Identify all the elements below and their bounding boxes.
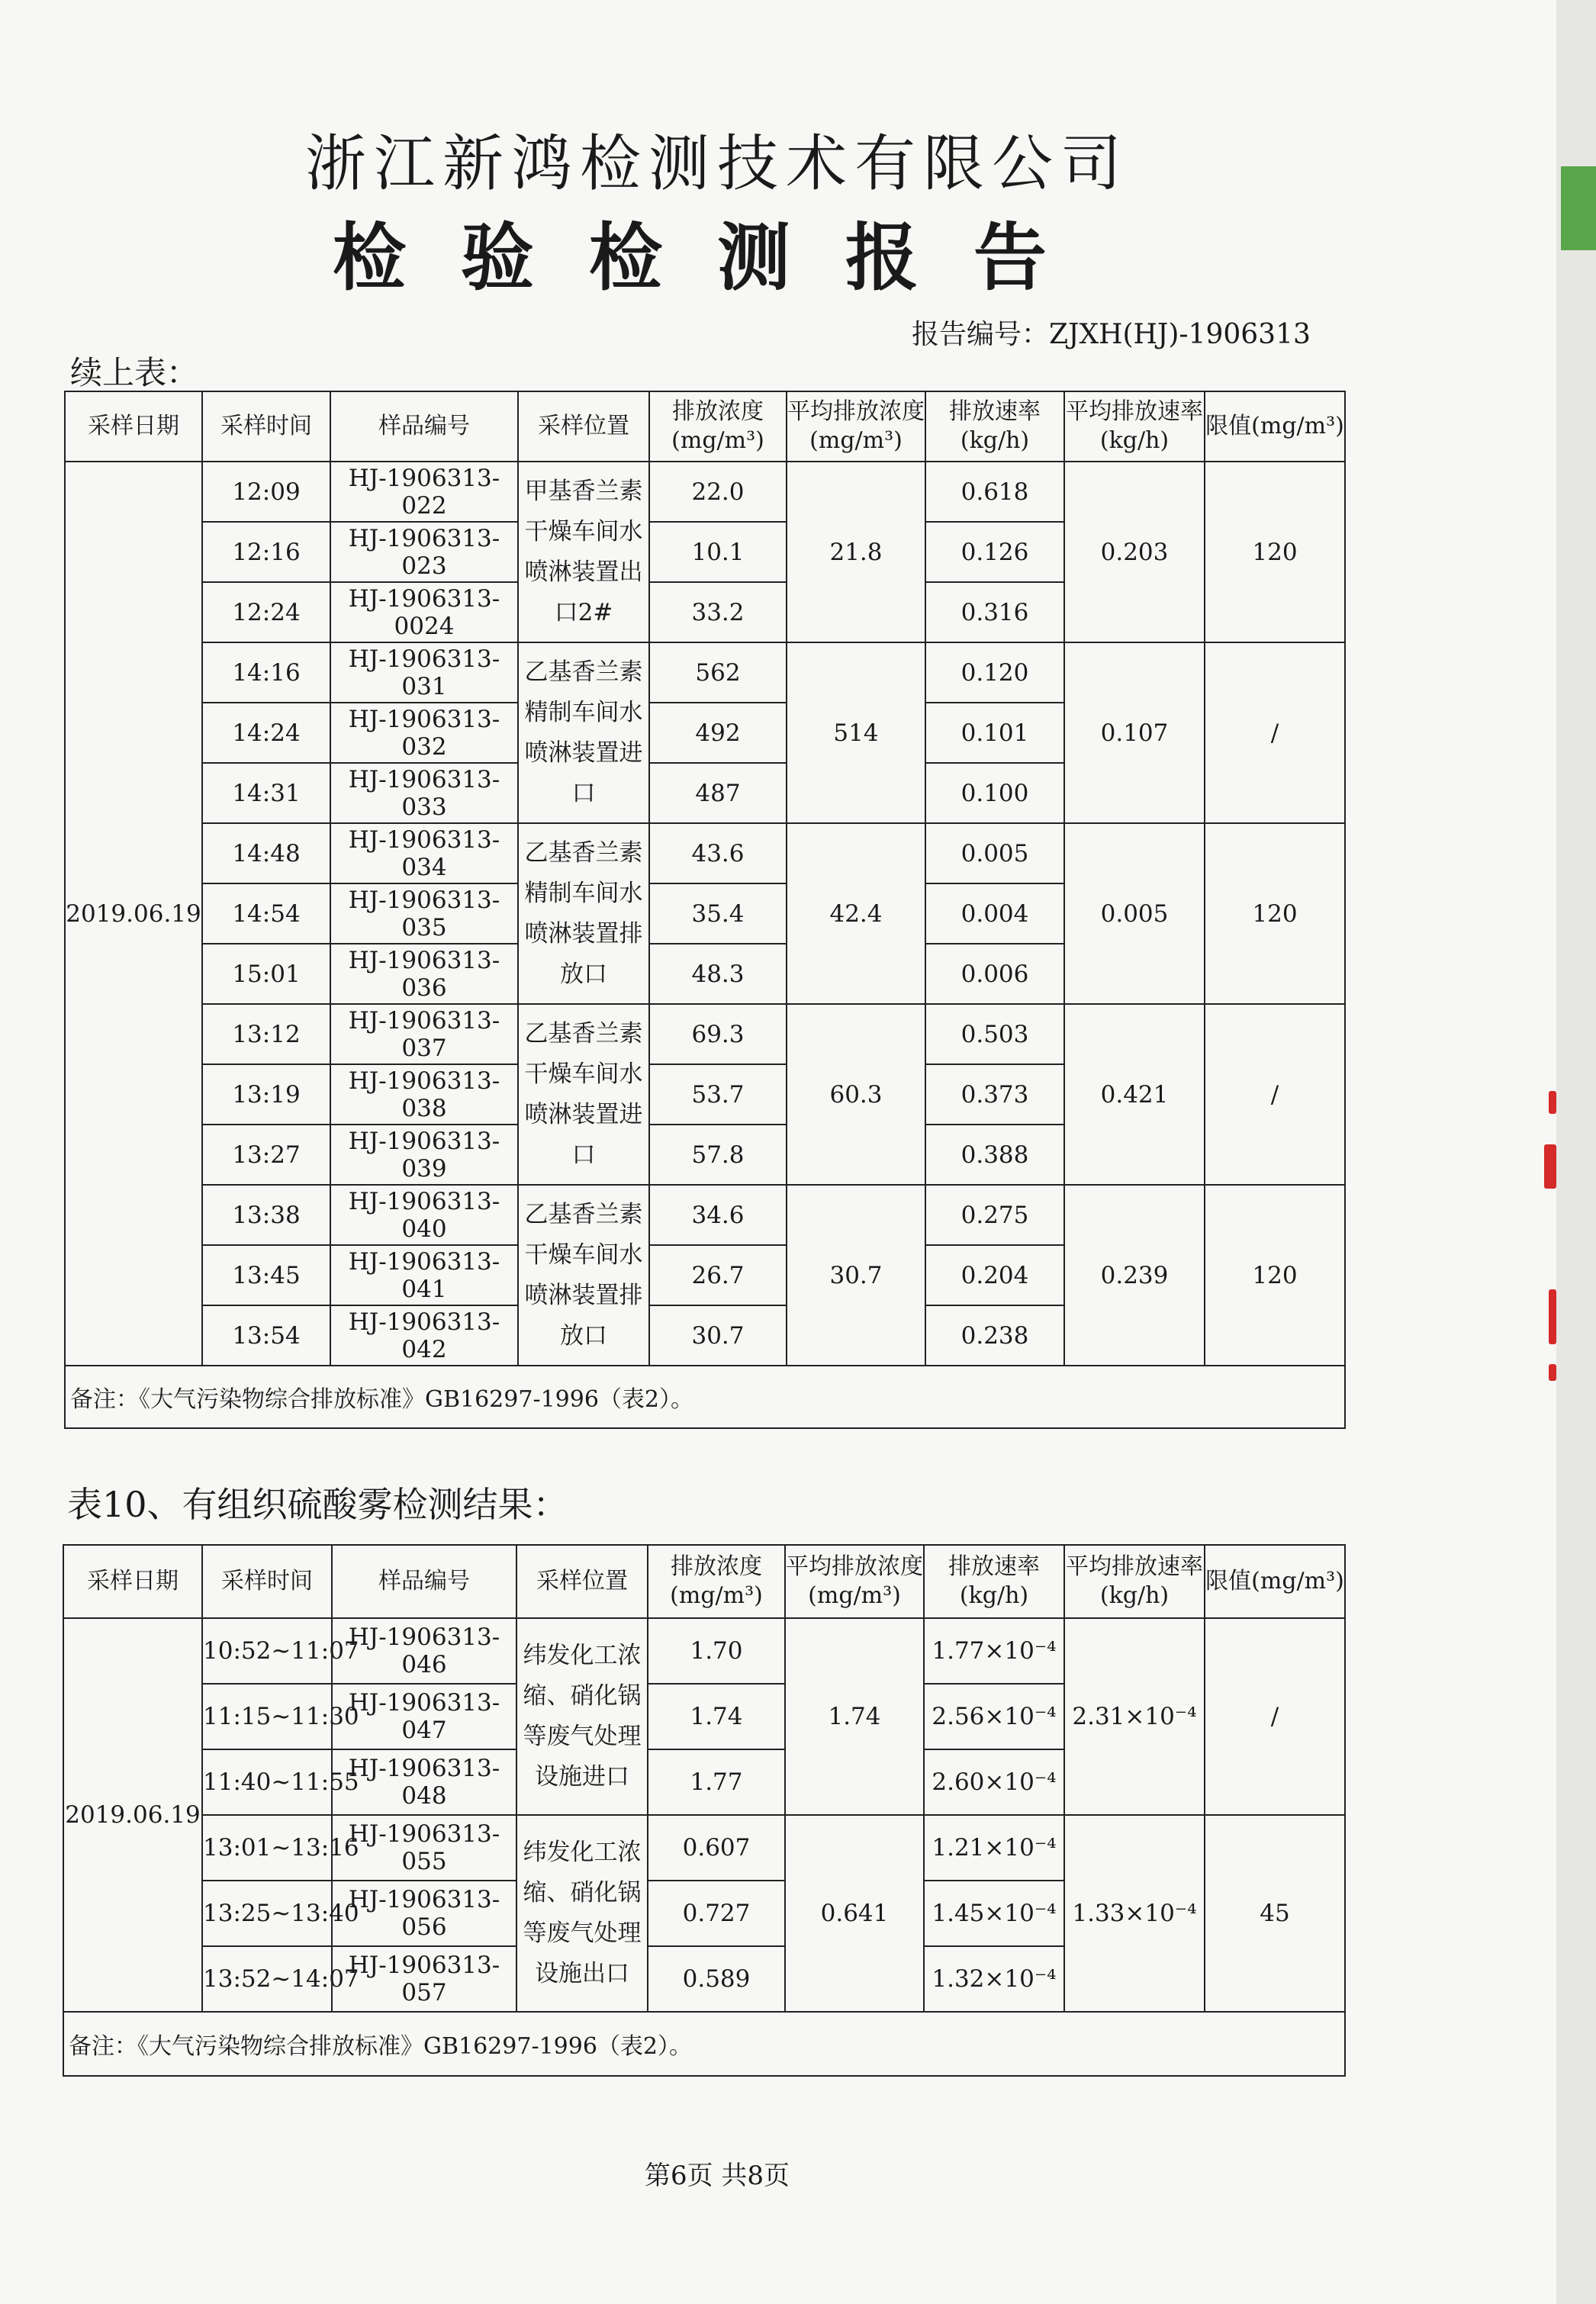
sample-id: HJ-1906313-046 (332, 1618, 516, 1684)
sample-id: HJ-1906313-056 (332, 1881, 516, 1946)
sampling-time: 13:19 (202, 1064, 330, 1125)
sample-id: HJ-1906313-048 (332, 1749, 516, 1815)
red-stamp-mark (1549, 1364, 1556, 1381)
sample-id: HJ-1906313-047 (332, 1684, 516, 1749)
page-footer: 第6页 共8页 (644, 2161, 790, 2191)
concentration: 53.7 (649, 1064, 787, 1125)
sample-id: HJ-1906313-055 (332, 1815, 516, 1881)
limit-value: / (1205, 1004, 1345, 1185)
sampling-time: 12:16 (202, 522, 330, 582)
concentration: 69.3 (649, 1004, 787, 1064)
col-limit: 限值(mg/m³) (1205, 391, 1345, 462)
green-index-tab (1561, 166, 1596, 250)
sampling-location: 甲基香兰素干燥车间水喷淋装置出口2# (518, 462, 649, 642)
limit-value: 120 (1205, 823, 1345, 1004)
col-rate: 排放速率(kg/h) (925, 391, 1064, 462)
table-row (63, 1618, 1345, 1684)
table-row (65, 1185, 1345, 1245)
sampling-time: 13:52~14:07 (202, 1946, 332, 2012)
table-row (65, 1004, 1345, 1064)
table-note: 备注：《大气污染物综合排放标准》GB16297-1996（表2）。 (65, 1366, 1345, 1428)
emission-rate: 0.204 (925, 1245, 1064, 1305)
emission-rate: 0.126 (925, 522, 1064, 582)
table-note-row (63, 2012, 1345, 2076)
table2-caption: 表10、有组织硫酸雾检测结果： (67, 1484, 568, 1525)
limit-value: / (1205, 642, 1345, 823)
concentration: 57.8 (649, 1125, 787, 1185)
sampling-time: 13:12 (202, 1004, 330, 1064)
avg-concentration: 1.74 (785, 1618, 924, 1815)
report-title: 检验检测报告 (333, 215, 1102, 301)
sample-id: HJ-1906313-038 (330, 1064, 518, 1125)
sampling-time: 13:45 (202, 1245, 330, 1305)
table-row (63, 1815, 1345, 1881)
table-row (65, 823, 1345, 883)
sample-id: HJ-1906313-036 (330, 944, 518, 1004)
sampling-time: 13:25~13:40 (202, 1881, 332, 1946)
table-row (65, 642, 1345, 703)
emission-rate: 0.373 (925, 1064, 1064, 1125)
sampling-time: 13:38 (202, 1185, 330, 1245)
limit-value: 120 (1205, 462, 1345, 642)
sample-id: HJ-1906313-0024 (330, 582, 518, 642)
emission-rate: 0.006 (925, 944, 1064, 1004)
sampling-time: 12:24 (202, 582, 330, 642)
table-header-row (63, 1545, 1345, 1618)
sampling-time: 14:16 (202, 642, 330, 703)
sample-id: HJ-1906313-032 (330, 703, 518, 763)
emission-rate: 0.503 (925, 1004, 1064, 1064)
emission-rate: 0.100 (925, 763, 1064, 823)
sampling-time: 10:52~11:07 (202, 1618, 332, 1684)
sampling-time: 11:40~11:55 (202, 1749, 332, 1815)
emission-rate: 1.21×10⁻⁴ (924, 1815, 1064, 1881)
avg-emission-rate: 0.421 (1064, 1004, 1205, 1185)
avg-concentration: 514 (787, 642, 925, 823)
emission-rate: 0.316 (925, 582, 1064, 642)
emission-rate: 0.004 (925, 883, 1064, 944)
page-edge (1556, 0, 1596, 2304)
concentration: 48.3 (649, 944, 787, 1004)
report-number: 报告编号：ZJXH(HJ)-1906313 (912, 319, 1311, 350)
sample-id: HJ-1906313-034 (330, 823, 518, 883)
emission-table-1 (64, 391, 1346, 1429)
sample-id: HJ-1906313-023 (330, 522, 518, 582)
col-avg-conc: 平均排放浓度(mg/m³) (785, 1545, 924, 1618)
emission-rate: 2.60×10⁻⁴ (924, 1749, 1064, 1815)
col-avg-rate: 平均排放速率(kg/h) (1064, 391, 1205, 462)
sampling-time: 14:31 (202, 763, 330, 823)
col-sample: 样品编号 (330, 391, 518, 462)
sampling-time: 14:24 (202, 703, 330, 763)
sample-id: HJ-1906313-057 (332, 1946, 516, 2012)
sampling-time: 13:01~13:16 (202, 1815, 332, 1881)
sample-id: HJ-1906313-035 (330, 883, 518, 944)
table1-caption: 续上表： (70, 354, 199, 391)
sampling-time: 11:15~11:30 (202, 1684, 332, 1749)
sample-id: HJ-1906313-041 (330, 1245, 518, 1305)
concentration: 1.74 (648, 1684, 785, 1749)
concentration: 1.77 (648, 1749, 785, 1815)
avg-concentration: 30.7 (787, 1185, 925, 1366)
concentration: 26.7 (649, 1245, 787, 1305)
avg-concentration: 0.641 (785, 1815, 924, 2012)
col-sample: 样品编号 (332, 1545, 516, 1618)
emission-rate: 0.101 (925, 703, 1064, 763)
col-rate: 排放速率(kg/h) (924, 1545, 1064, 1618)
sampling-location: 纬发化工浓缩、硝化锅等废气处理设施出口 (516, 1815, 648, 2012)
sample-id: HJ-1906313-037 (330, 1004, 518, 1064)
table-note-row (65, 1366, 1345, 1428)
avg-emission-rate: 0.203 (1064, 462, 1205, 642)
sampling-time: 12:09 (202, 462, 330, 522)
red-stamp-mark (1549, 1091, 1556, 1114)
sampling-time: 15:01 (202, 944, 330, 1004)
sampling-date: 2019.06.19 (63, 1618, 202, 2012)
emission-rate: 0.005 (925, 823, 1064, 883)
sample-id: HJ-1906313-031 (330, 642, 518, 703)
col-limit: 限值(mg/m³) (1205, 1545, 1345, 1618)
sampling-location: 乙基香兰素干燥车间水喷淋装置排放口 (518, 1185, 649, 1366)
concentration: 43.6 (649, 823, 787, 883)
concentration: 487 (649, 763, 787, 823)
table-note: 备注：《大气污染物综合排放标准》GB16297-1996（表2）。 (63, 2012, 1345, 2076)
avg-concentration: 60.3 (787, 1004, 925, 1185)
company-name: 浙江新鸿检测技术有限公司 (305, 128, 1129, 199)
concentration: 1.70 (648, 1618, 785, 1684)
limit-value: 45 (1205, 1815, 1345, 2012)
sampling-time: 14:48 (202, 823, 330, 883)
avg-emission-rate: 2.31×10⁻⁴ (1064, 1618, 1205, 1815)
col-avg-conc: 平均排放浓度(mg/m³) (787, 391, 925, 462)
sampling-location: 乙基香兰素干燥车间水喷淋装置进口 (518, 1004, 649, 1185)
sample-id: HJ-1906313-039 (330, 1125, 518, 1185)
sampling-time: 13:27 (202, 1125, 330, 1185)
col-location: 采样位置 (518, 391, 649, 462)
avg-emission-rate: 0.005 (1064, 823, 1205, 1004)
concentration: 562 (649, 642, 787, 703)
concentration: 0.589 (648, 1946, 785, 2012)
emission-table-2 (63, 1544, 1346, 2077)
sample-id: HJ-1906313-022 (330, 462, 518, 522)
col-date: 采样日期 (65, 391, 202, 462)
emission-rate: 1.45×10⁻⁴ (924, 1881, 1064, 1946)
table-row (65, 462, 1345, 522)
limit-value: 120 (1205, 1185, 1345, 1366)
avg-emission-rate: 0.239 (1064, 1185, 1205, 1366)
emission-rate: 0.275 (925, 1185, 1064, 1245)
sample-id: HJ-1906313-033 (330, 763, 518, 823)
concentration: 34.6 (649, 1185, 787, 1245)
sample-id: HJ-1906313-040 (330, 1185, 518, 1245)
red-stamp-mark (1549, 1289, 1556, 1344)
table-header-row (65, 391, 1345, 462)
sampling-date: 2019.06.19 (65, 462, 202, 1366)
col-conc: 排放浓度(mg/m³) (648, 1545, 785, 1618)
concentration: 22.0 (649, 462, 787, 522)
concentration: 33.2 (649, 582, 787, 642)
concentration: 35.4 (649, 883, 787, 944)
avg-emission-rate: 0.107 (1064, 642, 1205, 823)
emission-rate: 0.388 (925, 1125, 1064, 1185)
sampling-time: 14:54 (202, 883, 330, 944)
sampling-location: 纬发化工浓缩、硝化锅等废气处理设施进口 (516, 1618, 648, 1815)
col-time: 采样时间 (202, 391, 330, 462)
concentration: 492 (649, 703, 787, 763)
avg-concentration: 21.8 (787, 462, 925, 642)
col-conc: 排放浓度(mg/m³) (649, 391, 787, 462)
concentration: 0.607 (648, 1815, 785, 1881)
emission-rate: 1.32×10⁻⁴ (924, 1946, 1064, 2012)
sample-id: HJ-1906313-042 (330, 1305, 518, 1366)
avg-emission-rate: 1.33×10⁻⁴ (1064, 1815, 1205, 2012)
emission-rate: 0.238 (925, 1305, 1064, 1366)
emission-rate: 2.56×10⁻⁴ (924, 1684, 1064, 1749)
col-time: 采样时间 (202, 1545, 332, 1618)
sampling-time: 13:54 (202, 1305, 330, 1366)
concentration: 10.1 (649, 522, 787, 582)
col-location: 采样位置 (516, 1545, 648, 1618)
emission-rate: 1.77×10⁻⁴ (924, 1618, 1064, 1684)
avg-concentration: 42.4 (787, 823, 925, 1004)
limit-value: / (1205, 1618, 1345, 1815)
emission-rate: 0.120 (925, 642, 1064, 703)
emission-rate: 0.618 (925, 462, 1064, 522)
col-date: 采样日期 (63, 1545, 202, 1618)
col-avg-rate: 平均排放速率(kg/h) (1064, 1545, 1205, 1618)
concentration: 30.7 (649, 1305, 787, 1366)
concentration: 0.727 (648, 1881, 785, 1946)
sampling-location: 乙基香兰素精制车间水喷淋装置排放口 (518, 823, 649, 1004)
sampling-location: 乙基香兰素精制车间水喷淋装置进口 (518, 642, 649, 823)
red-stamp-mark (1544, 1144, 1556, 1189)
